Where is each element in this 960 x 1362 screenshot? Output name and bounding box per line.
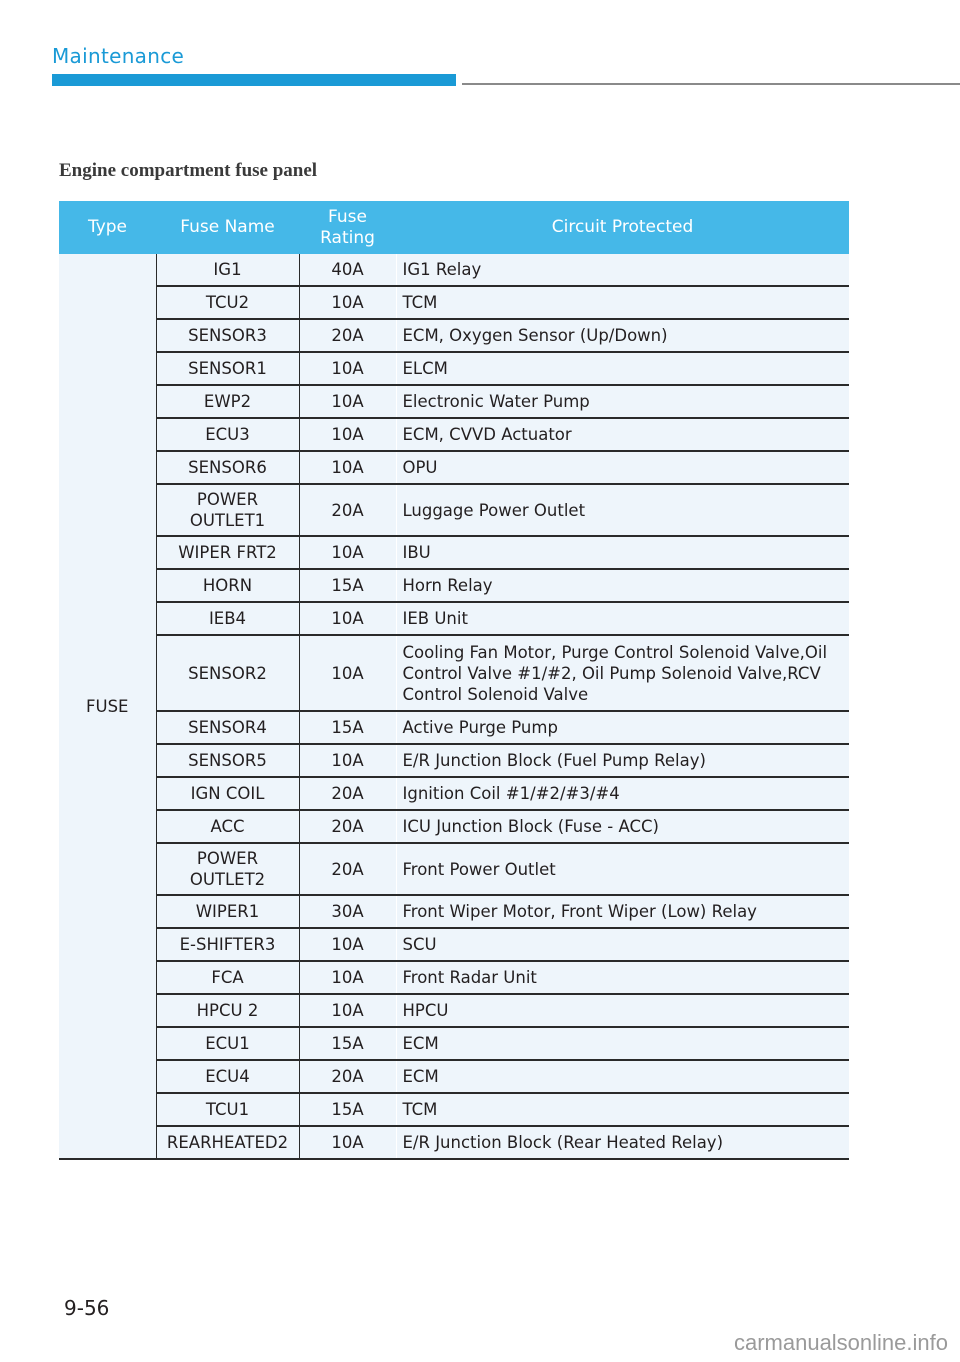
table-row	[59, 1093, 849, 1126]
circuit-protected-cell: ECM	[396, 1027, 849, 1060]
fuse-rating-cell: 10A	[299, 744, 396, 777]
circuit-protected-cell: ICU Junction Block (Fuse - ACC)	[396, 810, 849, 843]
table-header-row	[59, 201, 849, 254]
fuse-rating-cell: 10A	[299, 994, 396, 1027]
fuse-rating-cell: 20A	[299, 484, 396, 536]
circuit-protected-cell: ECM, Oxygen Sensor (Up/Down)	[396, 319, 849, 352]
fuse-rating-cell: 20A	[299, 1060, 396, 1093]
table-row	[59, 994, 849, 1027]
table-row	[59, 843, 849, 895]
table-row	[59, 928, 849, 961]
header-type: Type	[59, 201, 156, 254]
fuse-rating-cell: 15A	[299, 1093, 396, 1126]
fuse-name-cell: E-SHIFTER3	[156, 928, 299, 961]
circuit-protected-cell: ECM	[396, 1060, 849, 1093]
fuse-name-cell: WIPER1	[156, 895, 299, 928]
table-row	[59, 1027, 849, 1060]
circuit-protected-cell: TCM	[396, 286, 849, 319]
fuse-rating-cell: 20A	[299, 810, 396, 843]
table-row	[59, 961, 849, 994]
circuit-protected-cell: ELCM	[396, 352, 849, 385]
fuse-name-cell: SENSOR1	[156, 352, 299, 385]
circuit-protected-cell: Cooling Fan Motor, Purge Control Solenoid Valve,Oil Control Valve #1/#2, Oil Pump Solenoid Valve,RCV Control Solenoid Valve	[396, 635, 849, 711]
fuse-name-cell: ECU1	[156, 1027, 299, 1060]
fuse-rating-cell: 20A	[299, 777, 396, 810]
circuit-protected-cell: Active Purge Pump	[396, 711, 849, 744]
table-row	[59, 484, 849, 536]
fuse-rating-cell: 10A	[299, 635, 396, 711]
circuit-protected-cell: Electronic Water Pump	[396, 385, 849, 418]
fuse-rating-cell: 10A	[299, 451, 396, 484]
fuse-rating-cell: 10A	[299, 602, 396, 635]
fuse-name-cell: HPCU 2	[156, 994, 299, 1027]
fuse-rating-cell: 10A	[299, 286, 396, 319]
table-row	[59, 1126, 849, 1159]
fuse-rating-cell: 10A	[299, 961, 396, 994]
table-row	[59, 569, 849, 602]
fuse-rating-cell: 15A	[299, 711, 396, 744]
circuit-protected-cell: E/R Junction Block (Rear Heated Relay)	[396, 1126, 849, 1159]
circuit-protected-cell: HPCU	[396, 994, 849, 1027]
table-row	[59, 319, 849, 352]
fuse-name-cell: IG1	[156, 254, 299, 286]
table-row	[59, 536, 849, 569]
fuse-rating-cell: 10A	[299, 1126, 396, 1159]
fuse-name-cell: EWP2	[156, 385, 299, 418]
fuse-name-cell: SENSOR2	[156, 635, 299, 711]
fuse-name-cell: ECU3	[156, 418, 299, 451]
circuit-protected-cell: Luggage Power Outlet	[396, 484, 849, 536]
fuse-rating-cell: 40A	[299, 254, 396, 286]
fuse-name-cell: POWER OUTLET1	[156, 484, 299, 536]
circuit-protected-cell: Front Radar Unit	[396, 961, 849, 994]
fuse-table-body	[59, 254, 849, 1159]
circuit-protected-cell: ECM, CVVD Actuator	[396, 418, 849, 451]
circuit-protected-cell: IEB Unit	[396, 602, 849, 635]
fuse-rating-cell: 15A	[299, 569, 396, 602]
fuse-rating-cell: 10A	[299, 418, 396, 451]
table-row	[59, 254, 849, 286]
circuit-protected-cell: SCU	[396, 928, 849, 961]
table-row	[59, 1060, 849, 1093]
circuit-protected-cell: TCM	[396, 1093, 849, 1126]
circuit-protected-cell: Ignition Coil #1/#2/#3/#4	[396, 777, 849, 810]
table-row	[59, 418, 849, 451]
fuse-name-cell: ECU4	[156, 1060, 299, 1093]
fuse-table	[59, 201, 849, 1160]
table-row	[59, 385, 849, 418]
fuse-rating-cell: 15A	[299, 1027, 396, 1060]
fuse-name-cell: POWER OUTLET2	[156, 843, 299, 895]
fuse-name-cell: SENSOR5	[156, 744, 299, 777]
section-title: Maintenance	[52, 44, 185, 68]
circuit-protected-cell: OPU	[396, 451, 849, 484]
fuse-name-cell: HORN	[156, 569, 299, 602]
table-row	[59, 286, 849, 319]
fuse-rating-cell: 10A	[299, 352, 396, 385]
table-row	[59, 744, 849, 777]
circuit-protected-cell: Front Power Outlet	[396, 843, 849, 895]
fuse-name-cell: TCU2	[156, 286, 299, 319]
fuse-type-cell: FUSE	[59, 254, 156, 1159]
fuse-name-cell: IEB4	[156, 602, 299, 635]
fuse-rating-cell: 10A	[299, 385, 396, 418]
table-row	[59, 810, 849, 843]
fuse-rating-cell: 20A	[299, 319, 396, 352]
circuit-protected-cell: IBU	[396, 536, 849, 569]
circuit-protected-cell: IG1 Relay	[396, 254, 849, 286]
fuse-name-cell: SENSOR6	[156, 451, 299, 484]
header-accent-bar	[52, 74, 456, 86]
header-circuit-protected: Circuit Protected	[396, 201, 849, 254]
fuse-name-cell: SENSOR4	[156, 711, 299, 744]
table-row	[59, 711, 849, 744]
fuse-name-cell: FCA	[156, 961, 299, 994]
table-row	[59, 635, 849, 711]
fuse-rating-cell: 10A	[299, 536, 396, 569]
table-row	[59, 777, 849, 810]
circuit-protected-cell: Front Wiper Motor, Front Wiper (Low) Relay	[396, 895, 849, 928]
watermark: carmanualsonline.info	[733, 1330, 948, 1355]
header-divider	[462, 83, 960, 85]
fuse-rating-cell: 20A	[299, 843, 396, 895]
fuse-name-cell: TCU1	[156, 1093, 299, 1126]
header-fuse-rating: Fuse Rating	[299, 201, 396, 254]
circuit-protected-cell: Horn Relay	[396, 569, 849, 602]
table-row	[59, 895, 849, 928]
fuse-name-cell: WIPER FRT2	[156, 536, 299, 569]
table-row	[59, 602, 849, 635]
fuse-name-cell: ACC	[156, 810, 299, 843]
fuse-rating-cell: 10A	[299, 928, 396, 961]
table-row	[59, 451, 849, 484]
fuse-rating-cell: 30A	[299, 895, 396, 928]
table-title: Engine compartment fuse panel	[59, 160, 318, 181]
page-number: 9-56	[64, 1296, 110, 1320]
fuse-name-cell: REARHEATED2	[156, 1126, 299, 1159]
table-row	[59, 352, 849, 385]
header-fuse-name: Fuse Name	[156, 201, 299, 254]
fuse-name-cell: IGN COIL	[156, 777, 299, 810]
circuit-protected-cell: E/R Junction Block (Fuel Pump Relay)	[396, 744, 849, 777]
fuse-name-cell: SENSOR3	[156, 319, 299, 352]
